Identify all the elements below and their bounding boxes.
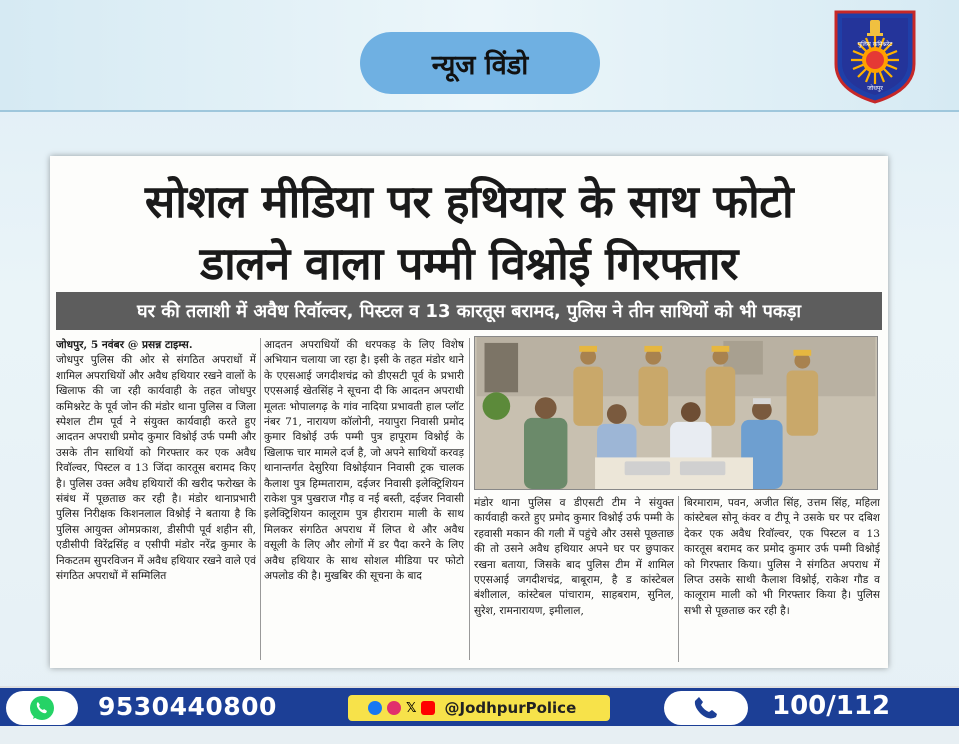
whatsapp-number[interactable]: 9530440800 <box>98 692 277 721</box>
article-column-4 <box>684 496 880 662</box>
youtube-icon[interactable] <box>421 701 435 715</box>
headline-line-2: डालने वाला पम्मी विश्नोई गिरफ्तार <box>200 237 738 290</box>
article-column-1 <box>56 338 256 660</box>
column-3-text: मंडोर थाना पुलिस व डीएसटी टीम ने संयुक्त कार्यवाही करते हुए प्रमोद कुमार विश्नोई उर्फ पम्मी के रहवासी मकान की गली में पहुंचे और उससे पूछताछ की तो उसने अवैध हथियार अपने घर पर छुपाकर रखना बताया, जिसके बाद पुलिस टीम में शामिल एएसआई जगदीशचंद्र, बाबूराम, है ड कांस्टेबल बंशीलाल, कांस्टेबल पांचाराम, साहबराम, सुनिल, सुरेश, रामनारायण, इमीलाल, <box>474 497 674 617</box>
emblem-top-text: पुलिस कमिश्नरेट <box>857 41 893 48</box>
bottom-strip <box>0 726 959 744</box>
article-column-2 <box>264 338 464 660</box>
instagram-icon[interactable] <box>387 701 401 715</box>
dateline: जोधपुर, 5 नवंबर @ प्रसन्न टाइम्स. <box>56 339 193 351</box>
column-2-text: आदतन अपराधियों की धरपकड़ के लिए विशेष अभियान चलाया जा रहा है। इसी के तहत मंडोर थाने के एएसआई जगदीशचंद्र को डीएसटी पूर्व के प्रभारी एएसआई खेतसिंह ने सूचना दी कि आदतन अपराधी मूलतः भोपालगढ़ के गांव नादिया प्रभावती हाल प्लॉट नंबर 71, नारायण कॉलोनी, नयापुरा निवासी प्रमोद कुमार विश्नोई उर्फ पम्मी पुत्र हापूराम विश्नोई के खिलाफ चार मामले दर्ज है, जो अपने साथियों करवड़ थानान्तर्गत देसुरिया विश्नोईयान निवासी ट्रक चालक कैलाश पुत्र हिम्मताराम, दईजर निवासी इलेक्ट्रिशियन राकेश पुत्र पुखराज गौड़ व नई बस्ती, दईजर निवासी इलेक्ट्रिशियन कालूराम पुत्र हीराराम माली के साथ मिलकर संगठित अपराध में लिप्त थे और अवैध वसूली के लिए और लोगों में डर पैदा करने के लिए अवैध हथियार के साथ सोशल मीडिया पर फोटो अपलोड की है। मुखबिर की सूचना के बाद <box>264 339 464 583</box>
emergency-numbers[interactable]: 100/112 <box>772 691 891 721</box>
article-column-3 <box>474 496 674 662</box>
newspaper-clipping <box>50 156 888 668</box>
social-media-handles[interactable] <box>348 695 610 721</box>
subheadline: घर की तलाशी में अवैध रिवॉल्वर, पिस्टल व 13 कारतूस बरामद, पुलिस ने तीन साथियों को भी पकड़ा <box>56 292 882 330</box>
column-4-text: बिरमाराम, पवन, अजीत सिंह, उत्तम सिंह, महिला कांस्टेबल सोनू कंवर व टीपू ने उसके घर पर दबिश देकर एक अवैध रिवॉल्वर, एक पिस्टल व 13 कारतूस बरामद कर प्रमोद कुमार उर्फ पम्मी विश्नोई को गिरफ्तार किया। पुलिस ने संगठित अपराध में लिप्त उसके साथी कैलाश विश्नोई, राकेश गौड व कालूराम माली को भी गिरफ्तार किया है। पुलिस सभी से पूछताछ कर रही है। <box>684 497 880 617</box>
column-divider <box>260 338 261 660</box>
emblem-bottom-text: जोधपुर <box>867 85 883 92</box>
phone-call-icon[interactable] <box>664 691 748 725</box>
headline-line-1: सोशल मीडिया पर हथियार के साथ फोटो <box>144 175 794 228</box>
x-icon[interactable]: 𝕏 <box>406 700 417 716</box>
arrest-photo <box>474 336 878 490</box>
police-emblem-icon <box>830 6 920 104</box>
column-divider <box>469 338 470 660</box>
contact-footer <box>0 686 959 726</box>
facebook-icon[interactable] <box>368 701 382 715</box>
whatsapp-icon[interactable] <box>6 691 78 725</box>
column-divider <box>678 496 679 662</box>
social-handle[interactable]: @JodhpurPolice <box>444 699 577 717</box>
news-window-title: न्यूज विंडो <box>360 32 600 94</box>
column-1-text: जोधपुर पुलिस की ओर से संगठित अपराधों में शामिल अपराधियों और अवैध हथियार रखने वालों के खिलाफ की जा रही कार्यवाही के तहत जोधपुर कमिश्नरेट के पूर्व जोन की मंडोर थाना पुलिस व जिला स्पेशल टीम पूर्व ने संयुक्त कार्यवाही करते हुए आदतन अपराधी प्रमोद कुमार विश्नोई उर्फ पम्मी और उसके तीन साथियों को गिरफ्तार कर एक अवैध रिवॉल्वर, पिस्टल व 13 जिंदा कारतूस बरामद किए है। पुलिस उक्त अवैध हथियारों की खरीद फरोख्त के संबंध में पूछताछ कर रही है। मंडोर थानाप्रभारी पुलिस निरीक्षक किशनलाल विश्नोई ने बताया है कि पुलिस आयुक्त ओमप्रकाश, डीसीपी पूर्व शहीन सी, एडीसीपी विरेंद्रसिंह व एसीपी मंडोर नरेंद्र कुमार के निकटतम सुपरविजन में अवैध हथियार रखने वाले एवं संगठित अपराधों में सम्मिलित <box>56 354 256 583</box>
